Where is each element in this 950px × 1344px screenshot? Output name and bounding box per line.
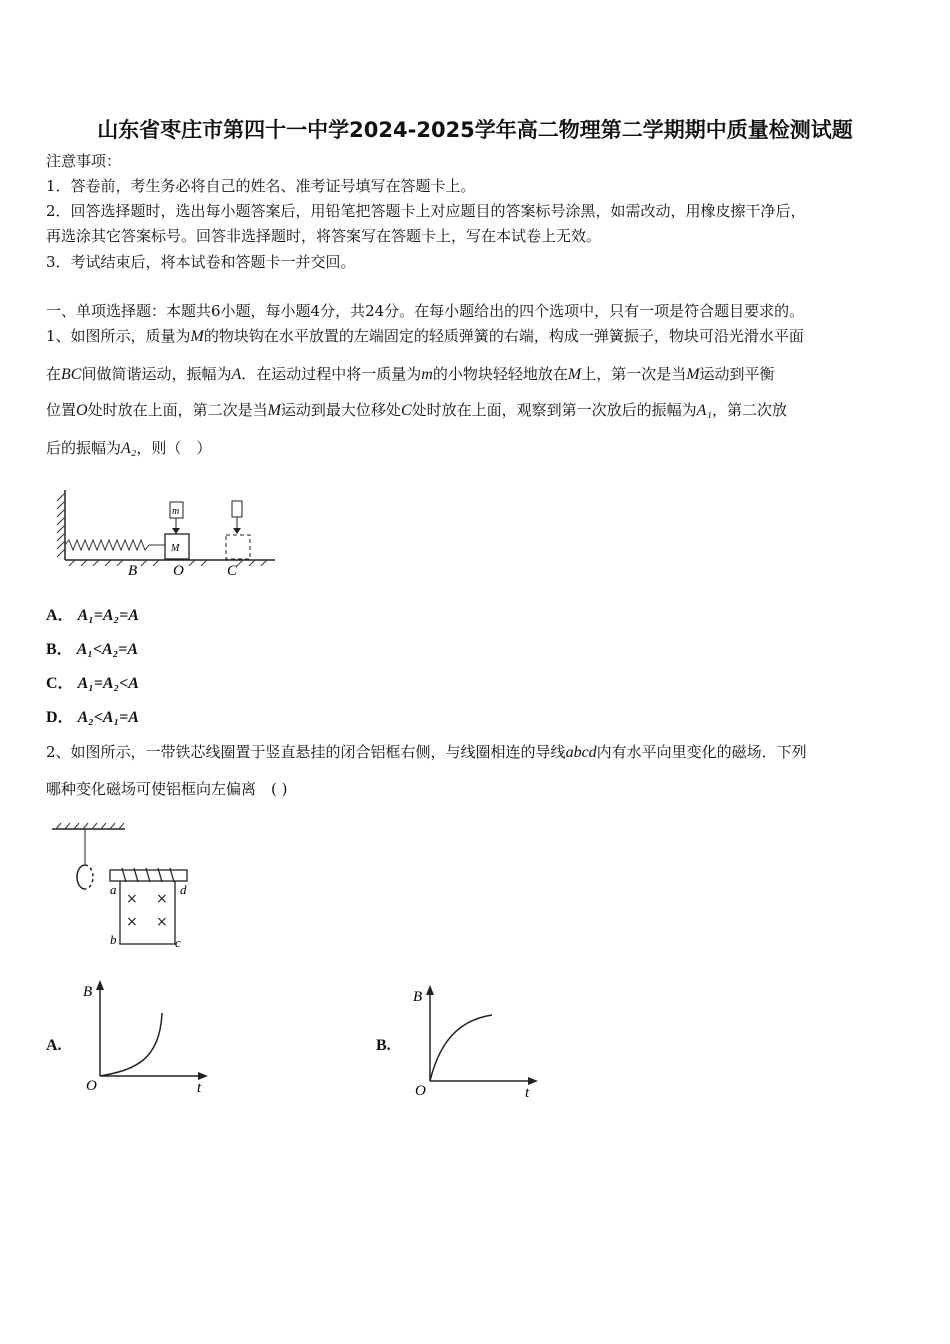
svg-text:×: × xyxy=(126,891,138,907)
question-text: 内有水平向里变化的磁场．下列 xyxy=(596,743,807,761)
label-O: O xyxy=(173,563,184,579)
question-1-line xyxy=(46,326,804,347)
question-text: 的小物块轻轻地放在 xyxy=(432,365,568,383)
svg-text:×: × xyxy=(156,891,168,907)
question-2-line xyxy=(46,779,287,799)
label-m: m xyxy=(172,506,180,517)
aluminum-frame-coil-figure xyxy=(50,822,200,952)
notice-heading: 注意事项： xyxy=(46,152,122,170)
question-text: 在 xyxy=(46,365,62,383)
math-symbol: M xyxy=(567,366,582,383)
question-text: 上，第一次是当 xyxy=(581,365,687,383)
math-symbol: m xyxy=(421,366,433,383)
math-symbol: abcd xyxy=(565,744,597,761)
question-1-line xyxy=(46,400,787,421)
math-symbol: BC xyxy=(61,366,82,383)
notice-item: 2．回答选择题时，选出每小题答案后，用铅笔把答题卡上对应题目的答案标号涂黑，如需改动，用橡皮擦干净后， xyxy=(46,202,806,220)
question-text: 后的振幅为 xyxy=(46,439,122,457)
math-symbol: A xyxy=(231,366,242,383)
notice-item: 再选涂其它答案标号。回答非选择题时，将答案写在答题卡上，写在本试卷上无效。 xyxy=(46,227,602,245)
question-text: 位置 xyxy=(46,401,77,419)
question-2-line xyxy=(46,742,807,763)
question-text: 运动到平衡 xyxy=(699,365,775,383)
y-axis-label: B xyxy=(83,984,93,1000)
graph-a-B-vs-t[interactable] xyxy=(80,980,215,1095)
label-M: M xyxy=(171,543,180,554)
question-text: ，则（ ） xyxy=(136,439,212,457)
math-symbol: O xyxy=(76,402,88,419)
spring-oscillator-figure xyxy=(50,485,280,580)
option-a-label[interactable]: A. xyxy=(46,1037,62,1054)
question-text: ．在运动过程中将一质量为 xyxy=(241,365,422,383)
math-symbol: A₂ xyxy=(121,440,137,457)
option-b[interactable]: B． A₁<A₂=A xyxy=(46,641,139,658)
question-text: 2、如图所示，一带铁芯线圈置于竖直悬挂的闭合铝框右侧，与线圈相连的导线 xyxy=(46,743,566,761)
svg-text:×: × xyxy=(126,914,138,930)
question-1-line xyxy=(46,438,211,459)
document-title: 山东省枣庄市第四十一中学2024-2025学年高二物理第二学期期中质量检测试题 xyxy=(97,118,853,142)
question-text: 运动到最大位移处 xyxy=(280,401,401,419)
label-b: b xyxy=(110,932,117,947)
graph-b-B-vs-t[interactable] xyxy=(410,985,545,1100)
y-axis-label: B xyxy=(413,989,423,1005)
label-a: a xyxy=(110,882,117,897)
label-B: B xyxy=(128,563,138,579)
section-heading: 一、单项选择题：本题共6小题，每小题4分，共24分。在每小题给出的四个选项中，只有一项是符合题目要求的。 xyxy=(46,302,805,320)
question-text: 哪种变化磁场可使铝框向左偏离 ( ) xyxy=(46,780,288,798)
label-C: C xyxy=(227,563,238,579)
x-axis-label: t xyxy=(197,1080,202,1095)
question-text: 处时放在上面，第二次是当 xyxy=(87,401,268,419)
option-a[interactable]: A． A₁=A₂=A xyxy=(46,607,139,624)
math-symbol: A₁ xyxy=(696,402,712,419)
question-text: 的物块钩在水平放置的左端固定的轻质弹簧的右端，构成一弹簧振子，物块可沿光滑水平面 xyxy=(203,327,804,345)
option-c[interactable]: C． A₁=A₂<A xyxy=(46,675,139,692)
label-c: c xyxy=(175,935,181,950)
question-text: 处时放在上面，观察到第一次放后的振幅为 xyxy=(411,401,697,419)
origin-label: O xyxy=(415,1083,426,1099)
option-b-label[interactable]: B. xyxy=(376,1037,391,1054)
notice-item: 3．考试结束后，将本试卷和答题卡一并交回。 xyxy=(46,253,356,271)
question-text: 间做简谐运动，振幅为 xyxy=(81,365,232,383)
x-axis-label: t xyxy=(525,1085,530,1100)
question-text: 1、如图所示，质量为 xyxy=(46,327,191,345)
question-1-line xyxy=(46,364,775,385)
math-symbol: M xyxy=(190,328,204,345)
math-symbol: M xyxy=(267,402,281,419)
origin-label: O xyxy=(86,1078,97,1094)
svg-text:×: × xyxy=(156,914,168,930)
option-d[interactable]: D． A₂<A₁=A xyxy=(46,709,139,726)
notice-item: 1．答卷前，考生务必将自己的姓名、准考证号填写在答题卡上。 xyxy=(46,177,476,195)
label-d: d xyxy=(180,882,187,897)
math-symbol: C xyxy=(400,402,412,419)
question-text: ，第二次放 xyxy=(711,401,787,419)
math-symbol: M xyxy=(686,366,700,383)
